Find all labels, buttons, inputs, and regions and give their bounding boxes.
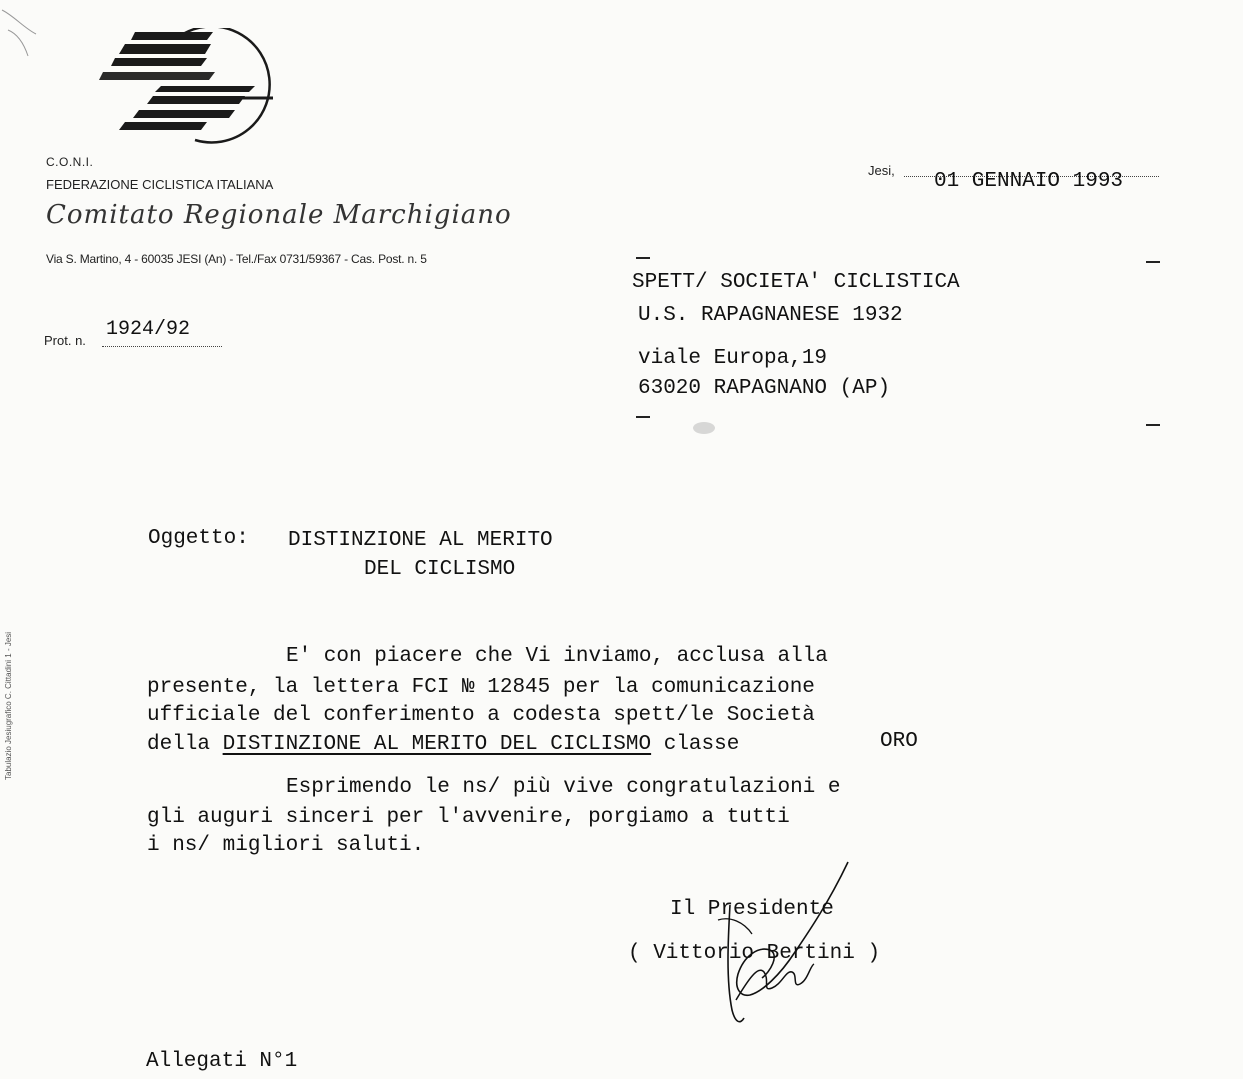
subject-line-2: DEL CICLISMO [364,558,516,581]
address-corner-mark [636,416,650,418]
distinction-name: DISTINZIONE AL MERITO DEL CICLISMO [222,733,652,756]
body-text: classe [651,733,740,756]
committee-name: Comitato Regionale Marchigiano [46,200,512,230]
federation-logo [95,28,280,148]
recipient-line-2: U.S. RAPAGNANESE 1932 [638,304,903,327]
subject-label: Oggetto: [148,527,249,550]
body-text: della [147,733,223,756]
printer-note: Tabulazio Jesiugrafico C. Cittadini 1 - Jesi [4,631,13,780]
federation-name: FEDERAZIONE CICLISTICA ITALIANA [46,177,274,192]
body-line [147,733,739,756]
subject-line-1: DISTINZIONE AL MERITO [288,529,553,552]
signatory-role: Il Presidente [670,898,834,921]
paper-stain [690,418,720,438]
body-line: i ns/ migliori saluti. [147,834,425,857]
protocol-label: Prot. n. [44,333,86,348]
recipient-line-3: viale Europa,19 [638,347,828,370]
body-line: E' con piacere che Vi inviamo, acclusa alla [286,645,828,668]
signatory-name: ( Vittorio Bertini ) [628,942,881,965]
body-line: gli auguri sinceri per l'avvenire, porgiamo a tutti [147,806,790,829]
protocol-dotted-line [102,346,222,347]
paper-fold-mark [0,0,60,60]
letter-date: 01 GENNAIO 1993 [934,170,1124,193]
body-line: Esprimendo le ns/ più vive congratulazioni e [286,776,841,799]
coni-label: C.O.N.I. [46,155,94,169]
address-corner-mark [1146,261,1160,263]
date-city: Jesi, [868,163,895,178]
distinction-class: ORO [880,730,918,753]
recipient-line-1: SPETT/ SOCIETA' CICLISTICA [632,271,960,294]
handwritten-signature [700,860,860,1030]
address-corner-mark [636,257,650,259]
protocol-number: 1924/92 [106,318,191,341]
body-line: ufficiale del conferimento a codesta spett/le Società [147,704,815,727]
federation-address: Via S. Martino, 4 - 60035 JESI (An) - Tel./Fax 0731/59367 - Cas. Post. n. 5 [46,252,427,266]
attachments: Allegati N°1 [146,1050,298,1073]
recipient-line-4: 63020 RAPAGNANO (AP) [638,377,891,400]
address-corner-mark [1146,424,1160,426]
body-line: presente, la lettera FCI № 12845 per la comunicazione [147,676,815,699]
